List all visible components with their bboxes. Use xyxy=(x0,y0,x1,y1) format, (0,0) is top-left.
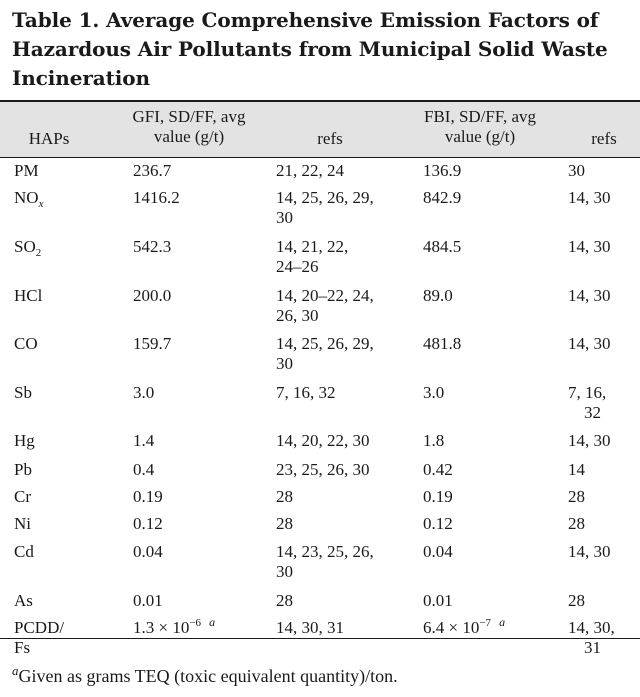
row-pcdd-fbi-base: 6.4 × 10 xyxy=(423,618,480,637)
row-cr-refs-gfi: 28 xyxy=(276,487,293,506)
header-gfi-line-2: value (g/t) xyxy=(153,127,225,146)
row-sb-refs-fbi-line-2: 32 xyxy=(584,403,601,422)
row-co-fbi: 481.8 xyxy=(423,334,462,353)
caption-line-2: Hazardous Air Pollutants from Municipal Solid Waste xyxy=(12,37,608,61)
table-caption xyxy=(12,6,632,93)
row-sb-refs-fbi-line-1: 7, 16, xyxy=(568,383,607,402)
row-pcdd-name-line-1: PCDD/ xyxy=(14,618,65,637)
row-hg-gfi: 1.4 xyxy=(133,431,155,450)
row-hcl-name: HCl xyxy=(14,286,43,305)
row-co-gfi: 159.7 xyxy=(133,334,172,353)
row-co-refs-fbi: 14, 30 xyxy=(568,334,611,353)
header-fbi-line-1: FBI, SD/FF, avg xyxy=(423,107,536,126)
row-ni-gfi: 0.12 xyxy=(133,514,163,533)
row-pm-name: PM xyxy=(14,161,39,180)
row-nox-refs-gfi-line-1: 14, 25, 26, 29, xyxy=(276,188,374,207)
row-cd-fbi: 0.04 xyxy=(423,542,453,561)
row-so2-name xyxy=(14,237,41,257)
row-hcl-gfi: 200.0 xyxy=(133,286,172,305)
row-so2-fbi: 484.5 xyxy=(423,237,462,256)
row-pcdd-gfi-exponent: −6 xyxy=(189,617,202,629)
row-nox-name xyxy=(14,188,43,208)
row-pb-name: Pb xyxy=(14,460,32,479)
row-pm-refs-fbi: 30 xyxy=(568,161,585,180)
row-pm-gfi: 236.7 xyxy=(133,161,172,180)
row-sb-fbi: 3.0 xyxy=(423,383,445,402)
row-co-refs-gfi xyxy=(276,334,374,374)
table-header-rule xyxy=(0,157,640,158)
row-cr-gfi: 0.19 xyxy=(133,487,163,506)
row-pm-fbi: 136.9 xyxy=(423,161,462,180)
row-hcl-refs-gfi-line-2: 26, 30 xyxy=(276,306,319,325)
header-fbi xyxy=(395,107,565,147)
table-bottom-rule xyxy=(0,638,640,639)
row-as-refs-fbi: 28 xyxy=(568,591,585,610)
row-pcdd-gfi-base: 1.3 × 10 xyxy=(133,618,190,637)
row-so2-name-sub: 2 xyxy=(35,247,42,259)
header-gfi xyxy=(104,107,274,147)
row-pcdd-gfi-footnote-mark: a xyxy=(209,615,216,629)
row-hcl-fbi: 89.0 xyxy=(423,286,453,305)
row-so2-refs-fbi: 14, 30 xyxy=(568,237,611,256)
row-ni-refs-fbi: 28 xyxy=(568,514,585,533)
row-pcdd-fbi xyxy=(423,615,506,638)
row-pcdd-refs-fbi-line-2: 31 xyxy=(584,638,601,657)
row-so2-gfi: 542.3 xyxy=(133,237,172,256)
row-cr-fbi: 0.19 xyxy=(423,487,453,506)
row-so2-refs-gfi xyxy=(276,237,348,277)
row-pb-refs-fbi: 14 xyxy=(568,460,585,479)
caption-line-3: Incineration xyxy=(12,66,150,90)
row-hg-refs-fbi: 14, 30 xyxy=(568,431,611,450)
row-nox-refs-gfi-line-2: 30 xyxy=(276,208,293,227)
row-pcdd-fbi-exponent: −7 xyxy=(479,617,492,629)
row-pcdd-refs-gfi: 14, 30, 31 xyxy=(276,618,344,637)
row-hg-refs-gfi: 14, 20, 22, 30 xyxy=(276,431,370,450)
row-nox-refs-gfi xyxy=(276,188,374,228)
row-cd-refs-gfi-line-1: 14, 23, 25, 26, xyxy=(276,542,374,561)
row-sb-refs-gfi: 7, 16, 32 xyxy=(276,383,336,402)
table-top-rule xyxy=(0,100,640,102)
row-sb-name: Sb xyxy=(14,383,32,402)
row-so2-refs-gfi-line-1: 14, 21, 22, xyxy=(276,237,349,256)
table-footnote xyxy=(12,664,398,688)
row-pcdd-name-line-2: Fs xyxy=(14,638,31,657)
caption-line-1: Table 1. Average Comprehensive Emission Factors of xyxy=(12,8,599,32)
row-cr-refs-fbi: 28 xyxy=(568,487,585,506)
row-co-refs-gfi-line-2: 30 xyxy=(276,354,293,373)
header-fbi-line-2: value (g/t) xyxy=(444,127,516,146)
row-hcl-refs-gfi-line-1: 14, 20–22, 24, xyxy=(276,286,374,305)
row-cd-refs-fbi: 14, 30 xyxy=(568,542,611,561)
row-pm-refs-gfi: 21, 22, 24 xyxy=(276,161,344,180)
header-haps: HAPs xyxy=(28,129,70,148)
row-co-refs-gfi-line-1: 14, 25, 26, 29, xyxy=(276,334,374,353)
row-ni-name: Ni xyxy=(14,514,31,533)
row-cr-name: Cr xyxy=(14,487,31,506)
header-refs-fbi: refs xyxy=(591,129,617,148)
row-sb-gfi: 3.0 xyxy=(133,383,155,402)
row-ni-fbi: 0.12 xyxy=(423,514,453,533)
row-hcl-refs-gfi xyxy=(276,286,374,326)
row-hg-name: Hg xyxy=(14,431,35,450)
row-pcdd-gfi xyxy=(133,615,216,638)
row-as-gfi: 0.01 xyxy=(133,591,163,610)
row-pcdd-fbi-footnote-mark: a xyxy=(499,615,506,629)
row-nox-gfi: 1416.2 xyxy=(133,188,180,207)
row-cd-refs-gfi-line-2: 30 xyxy=(276,562,293,581)
header-gfi-line-1: GFI, SD/FF, avg xyxy=(132,107,246,126)
row-as-fbi: 0.01 xyxy=(423,591,453,610)
row-cd-refs-gfi xyxy=(276,542,374,582)
row-nox-name-base: NO xyxy=(14,188,39,207)
row-nox-name-sub: x xyxy=(38,198,44,210)
row-pcdd-refs-fbi xyxy=(568,618,615,658)
row-nox-refs-fbi: 14, 30 xyxy=(568,188,611,207)
row-pb-gfi: 0.4 xyxy=(133,460,155,479)
footnote-mark: a xyxy=(12,663,19,678)
row-so2-name-base: SO xyxy=(14,237,36,256)
footnote-text: Given as grams TEQ (toxic equivalent quantity)/ton. xyxy=(18,666,398,686)
row-pcdd-name xyxy=(14,618,64,658)
row-pb-refs-gfi: 23, 25, 26, 30 xyxy=(276,460,370,479)
header-refs-gfi: refs xyxy=(317,129,343,148)
row-pcdd-refs-fbi-line-1: 14, 30, xyxy=(568,618,615,637)
row-ni-refs-gfi: 28 xyxy=(276,514,293,533)
row-so2-refs-gfi-line-2: 24–26 xyxy=(276,257,319,276)
row-pb-fbi: 0.42 xyxy=(423,460,453,479)
row-cd-gfi: 0.04 xyxy=(133,542,163,561)
row-co-name: CO xyxy=(14,334,38,353)
row-nox-fbi: 842.9 xyxy=(423,188,462,207)
row-as-name: As xyxy=(14,591,33,610)
row-hcl-refs-fbi: 14, 30 xyxy=(568,286,611,305)
row-hg-fbi: 1.8 xyxy=(423,431,445,450)
row-cd-name: Cd xyxy=(14,542,34,561)
row-sb-refs-fbi xyxy=(568,383,606,423)
row-as-refs-gfi: 28 xyxy=(276,591,293,610)
